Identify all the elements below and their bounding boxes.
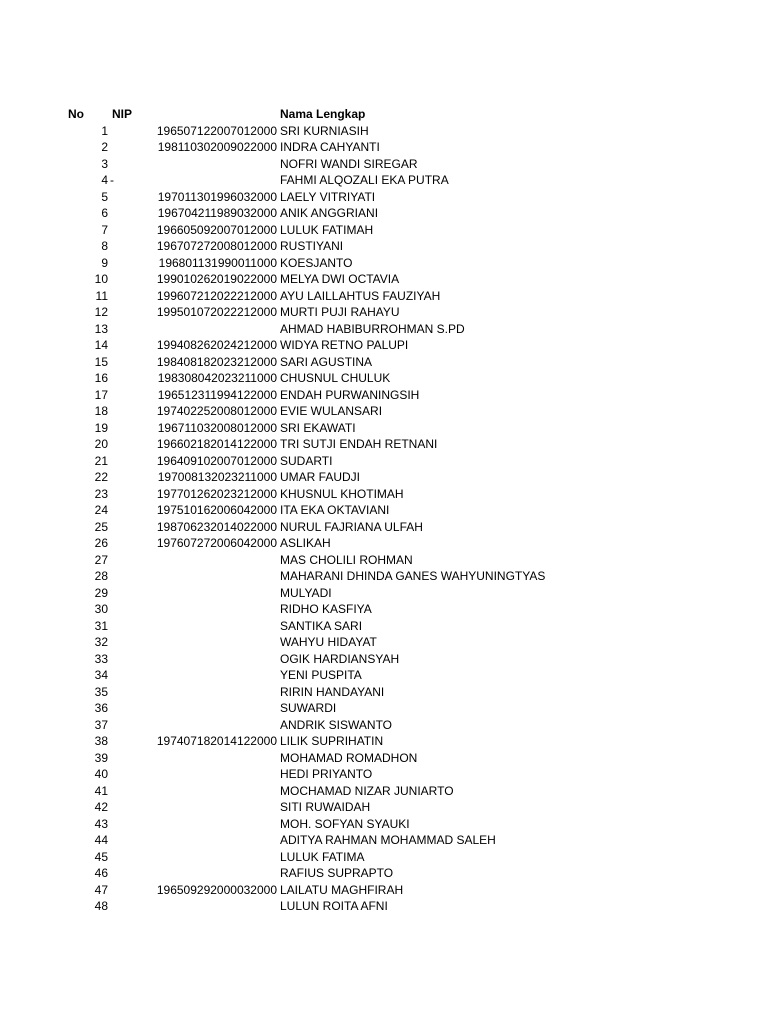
- row-nip: 198110302009022000: [157, 140, 277, 154]
- row-number: 33: [94, 651, 108, 666]
- row-name: FAHMI ALQOZALI EKA PUTRA: [280, 173, 449, 187]
- table-row: [0, 601, 768, 618]
- table-row: [0, 403, 768, 420]
- employee-table: [0, 106, 768, 915]
- row-name: OGIK HARDIANSYAH: [280, 651, 400, 666]
- row-nip: 197607272006042000: [156, 536, 277, 550]
- row-name: LULUN ROITA AFNI: [280, 899, 388, 913]
- row-nip: 196704211989032000: [157, 206, 277, 220]
- table-row: [0, 354, 768, 371]
- row-number: 1: [101, 123, 108, 138]
- table-row: [0, 585, 768, 602]
- row-number: 11: [95, 288, 108, 303]
- row-number: 41: [94, 783, 108, 798]
- table-row: [0, 321, 768, 338]
- row-name: SANTIKA SARI: [280, 618, 363, 633]
- row-number: 32: [94, 635, 108, 649]
- row-number: 6: [101, 206, 108, 220]
- table-row: [0, 684, 768, 701]
- row-name: LAELY VITRIYATI: [280, 189, 376, 204]
- table-row: [0, 519, 768, 536]
- table-row: [0, 667, 768, 684]
- row-number: 13: [94, 321, 108, 336]
- row-name: ITA EKA OKTAVIANI: [280, 503, 390, 517]
- row-nip: 196707272008012000: [156, 239, 277, 253]
- row-name: SUWARDI: [280, 701, 337, 715]
- row-number: 37: [94, 717, 108, 732]
- row-name: ANIK ANGGRIANI: [280, 206, 379, 220]
- table-row: [0, 535, 768, 552]
- row-name: LILIK SUPRIHATIN: [280, 734, 384, 748]
- row-name: KHUSNUL KHOTIMAH: [280, 486, 404, 501]
- table-row: [0, 766, 768, 783]
- row-number: 9: [101, 255, 108, 270]
- row-number: 23: [94, 486, 108, 501]
- row-name: AYU LAILLAHTUS FAUZIYAH: [280, 288, 441, 303]
- table-row: [0, 832, 768, 849]
- row-name: NURUL FAJRIANA ULFAH: [280, 519, 423, 534]
- row-name: SARI AGUSTINA: [280, 354, 373, 369]
- row-name: EVIE WULANSARI: [280, 404, 383, 418]
- row-name: MAHARANI DHINDA GANES WAHYUNINGTYAS: [280, 569, 546, 583]
- row-nip: 196711032008012000: [157, 420, 277, 435]
- row-number: 29: [94, 585, 108, 600]
- row-name: CHUSNUL CHULUK: [280, 371, 391, 385]
- header-no: No: [68, 107, 84, 121]
- row-number: 40: [94, 767, 108, 781]
- row-number: 22: [94, 470, 108, 484]
- row-name: MOH. SOFYAN SYAUKI: [280, 816, 410, 831]
- table-row: [0, 865, 768, 882]
- row-name: WIDYA RETNO PALUPI: [280, 338, 409, 352]
- row-name: TRI SUTJI ENDAH RETNANI: [280, 437, 438, 451]
- row-number: 25: [94, 519, 108, 534]
- table-row: [0, 337, 768, 354]
- row-name: LULUK FATIMA: [280, 849, 365, 864]
- row-number: 15: [94, 354, 108, 369]
- row-name: SITI RUWAIDAH: [280, 800, 371, 814]
- header-name: Nama Lengkap: [280, 107, 366, 121]
- row-number: 35: [94, 684, 108, 699]
- row-nip: 198308042023211000: [157, 371, 277, 385]
- row-name: RUSTIYANI: [280, 239, 344, 253]
- row-number: 42: [94, 800, 108, 814]
- row-name: KOESJANTO: [280, 255, 353, 270]
- table-row: [0, 733, 768, 750]
- row-number: 16: [94, 371, 108, 385]
- row-name: MURTI PUJI RAHAYU: [280, 305, 400, 319]
- row-name: ANDRIK SISWANTO: [280, 717, 393, 732]
- table-row: [0, 618, 768, 635]
- row-number: 44: [94, 833, 108, 847]
- row-name: ENDAH PURWANINGSIH: [280, 387, 420, 402]
- row-number: 45: [94, 849, 108, 864]
- table-row: [0, 469, 768, 486]
- table-row: [0, 453, 768, 470]
- table-row: [0, 502, 768, 519]
- row-number: 28: [94, 569, 108, 583]
- row-number: 3: [101, 156, 108, 171]
- table-row: [0, 568, 768, 585]
- table-row: [0, 255, 768, 272]
- table-row: [0, 700, 768, 717]
- row-name: NOFRI WANDI SIREGAR: [280, 156, 418, 171]
- row-number: 38: [94, 734, 108, 748]
- row-nip: 197407182014122000: [156, 734, 277, 748]
- row-nip: 196512311994122000: [157, 387, 277, 402]
- row-nip: 196509292000032000: [156, 882, 277, 897]
- row-number: 31: [94, 618, 108, 633]
- row-number: 46: [94, 866, 108, 880]
- row-dash: -: [110, 173, 114, 187]
- row-number: 14: [94, 338, 108, 352]
- row-number: 4: [101, 173, 108, 187]
- table-row: [0, 123, 768, 140]
- header-nip: NIP: [112, 107, 133, 121]
- table-row: [0, 156, 768, 173]
- row-name: RAFIUS SUPRAPTO: [280, 866, 394, 880]
- row-nip: 197011301996032000: [157, 189, 277, 204]
- table-row: [0, 370, 768, 387]
- row-name: ASLIKAH: [280, 536, 331, 550]
- table-row: [0, 205, 768, 222]
- table-row: [0, 172, 768, 189]
- table-row: [0, 634, 768, 651]
- row-number: 30: [94, 602, 108, 616]
- row-number: 34: [94, 668, 108, 682]
- table-row: [0, 898, 768, 915]
- row-number: 48: [94, 899, 108, 913]
- row-number: 21: [94, 453, 108, 468]
- row-nip: 197008132023211000: [157, 470, 277, 484]
- row-name: ADITYA RAHMAN MOHAMMAD SALEH: [280, 833, 496, 847]
- table-row: [0, 552, 768, 569]
- table-row: [0, 238, 768, 255]
- row-number: 5: [101, 189, 108, 204]
- row-nip: 198408182023212000: [156, 354, 277, 369]
- row-name: MAS CHOLILI ROHMAN: [280, 552, 413, 567]
- row-name: SRI EKAWATI: [280, 420, 356, 435]
- row-number: 17: [94, 387, 108, 402]
- row-number: 2: [101, 140, 108, 154]
- row-nip: 199010262019022000: [156, 272, 277, 286]
- table-row: [0, 651, 768, 668]
- table-row: [0, 882, 768, 899]
- table-row: [0, 222, 768, 239]
- table-row: [0, 304, 768, 321]
- row-number: 18: [94, 404, 108, 418]
- row-name: WAHYU HIDAYAT: [280, 635, 377, 649]
- table-row: [0, 139, 768, 156]
- row-number: 10: [94, 272, 108, 286]
- row-nip: 197701262023212000: [156, 486, 277, 501]
- table-row: [0, 783, 768, 800]
- row-number: 24: [94, 503, 108, 517]
- row-name: LAILATU MAGHFIRAH: [280, 882, 404, 897]
- row-number: 19: [94, 420, 108, 435]
- row-name: YENI PUSPITA: [280, 668, 362, 682]
- row-name: RIDHO KASFIYA: [280, 602, 372, 616]
- row-nip: 196605092007012000: [156, 222, 277, 237]
- row-name: HEDI PRIYANTO: [280, 767, 373, 781]
- table-row: [0, 387, 768, 404]
- row-number: 27: [94, 552, 108, 567]
- row-name: LULUK FATIMAH: [280, 222, 374, 237]
- row-name: AHMAD HABIBURROHMAN S.PD: [280, 321, 465, 336]
- row-name: INDRA CAHYANTI: [280, 140, 380, 154]
- row-number: 36: [94, 701, 108, 715]
- row-nip: 196602182014122000: [156, 437, 277, 451]
- row-nip: 197402252008012000: [156, 404, 277, 418]
- row-nip: 196409102007012000: [156, 453, 277, 468]
- table-row: [0, 420, 768, 437]
- row-nip: 199607212022212000: [156, 288, 277, 303]
- row-nip: 199501072022212000: [156, 305, 277, 319]
- row-name: MULYADI: [280, 585, 332, 600]
- row-number: 20: [94, 437, 108, 451]
- row-number: 8: [101, 239, 108, 253]
- row-name: MELYA DWI OCTAVIA: [280, 272, 400, 286]
- row-name: SRI KURNIASIH: [280, 123, 369, 138]
- row-name: SUDARTI: [280, 453, 333, 468]
- row-name: MOCHAMAD NIZAR JUNIARTO: [280, 783, 454, 798]
- table-row: [0, 288, 768, 305]
- table-row: [0, 189, 768, 206]
- table-body: [0, 123, 768, 915]
- table-row: [0, 849, 768, 866]
- row-nip: 197510162006042000: [156, 503, 277, 517]
- row-name: UMAR FAUDJI: [280, 470, 361, 484]
- table-row: [0, 271, 768, 288]
- table-header-row: [0, 106, 768, 123]
- table-row: [0, 436, 768, 453]
- row-name: MOHAMAD ROMADHON: [280, 750, 418, 765]
- table-row: [0, 816, 768, 833]
- table-row: [0, 799, 768, 816]
- table-row: [0, 750, 768, 767]
- row-number: 39: [94, 750, 108, 765]
- row-number: 26: [94, 536, 108, 550]
- table-row: [0, 486, 768, 503]
- row-number: 47: [94, 882, 108, 897]
- row-number: 43: [94, 816, 108, 831]
- row-number: 7: [101, 222, 108, 237]
- row-nip: 196507122007012000: [156, 123, 277, 138]
- row-name: RIRIN HANDAYANI: [280, 684, 385, 699]
- row-nip: 198706232014022000: [156, 519, 277, 534]
- row-nip: 196801131990011000: [158, 255, 277, 270]
- table-row: [0, 717, 768, 734]
- row-nip: 199408262024212000: [156, 338, 277, 352]
- row-number: 12: [94, 305, 108, 319]
